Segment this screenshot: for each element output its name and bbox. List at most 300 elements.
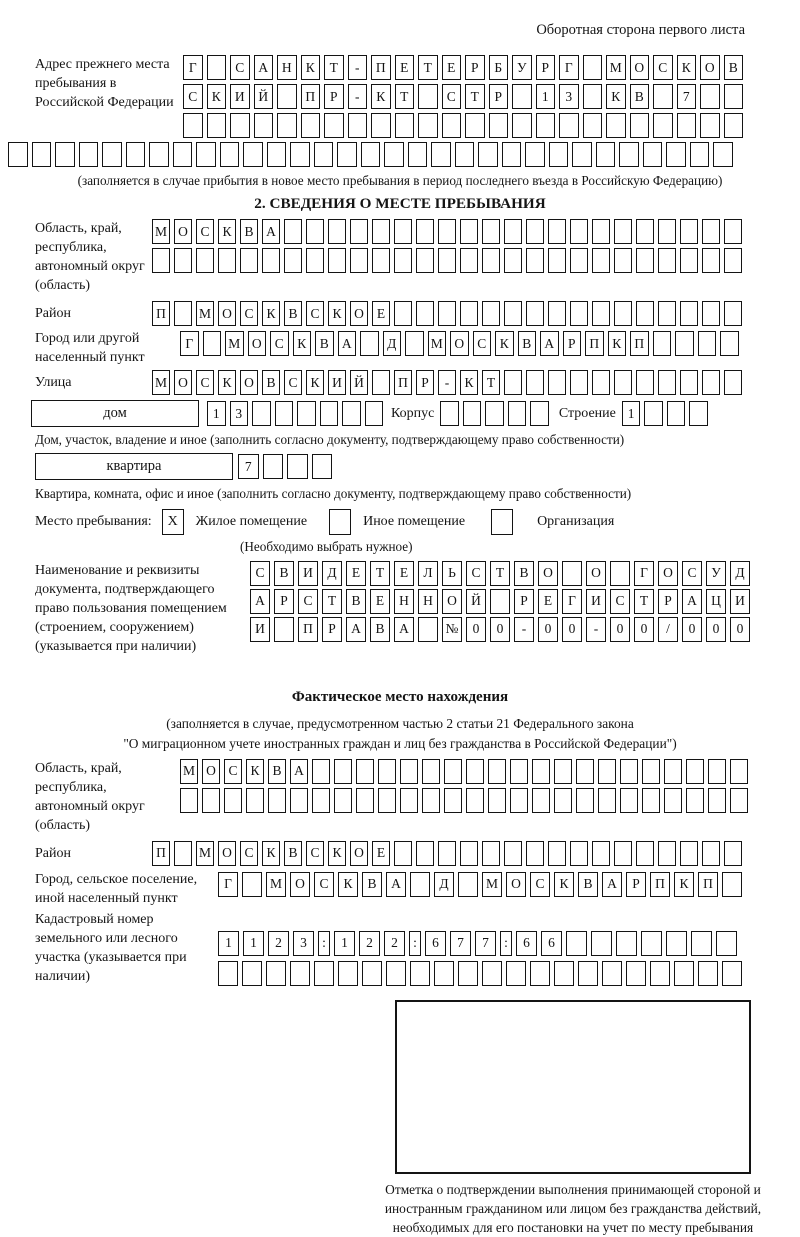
char-cell xyxy=(458,872,478,897)
char-cell xyxy=(378,759,396,784)
char-cell: О xyxy=(174,219,192,244)
char-cell xyxy=(408,142,428,167)
char-cell xyxy=(183,113,203,138)
char-cell xyxy=(306,219,324,244)
char-cell: Й xyxy=(350,370,368,395)
char-cell: В xyxy=(346,589,366,614)
char-cell: У xyxy=(706,561,726,586)
char-cell xyxy=(680,219,698,244)
char-cell xyxy=(680,370,698,395)
char-cell xyxy=(653,84,673,109)
char-cell xyxy=(196,248,214,273)
char-cell xyxy=(667,401,686,426)
char-cell xyxy=(418,113,438,138)
char-cell: Г xyxy=(634,561,654,586)
char-cell: 1 xyxy=(334,931,355,956)
char-cell xyxy=(290,961,310,986)
option-inoe-label: Иное помещение xyxy=(363,513,466,529)
char-cell xyxy=(202,788,220,813)
char-cell: С xyxy=(306,841,324,866)
char-cell xyxy=(455,142,475,167)
char-cell: А xyxy=(682,589,702,614)
char-cell: В xyxy=(362,872,382,897)
char-cell xyxy=(636,219,654,244)
korpus-label: Корпус xyxy=(391,406,435,422)
char-cell xyxy=(526,841,544,866)
char-cell xyxy=(592,301,610,326)
oblast-row-1 xyxy=(152,219,742,244)
char-cell: / xyxy=(658,617,678,642)
char-cell: В xyxy=(315,331,334,356)
doc-row-3 xyxy=(250,617,750,642)
char-cell xyxy=(702,248,720,273)
char-cell xyxy=(578,961,598,986)
char-cell: К xyxy=(554,872,574,897)
char-cell xyxy=(592,370,610,395)
char-cell xyxy=(508,401,527,426)
char-cell xyxy=(126,142,146,167)
char-cell xyxy=(576,759,594,784)
char-cell xyxy=(566,931,587,956)
char-cell: 0 xyxy=(490,617,510,642)
char-cell xyxy=(301,113,321,138)
char-cell xyxy=(614,301,632,326)
fact-gorod-label: Город, сельское поселение, иной населенный пункт xyxy=(35,871,198,906)
char-cell xyxy=(653,113,673,138)
char-cell: 0 xyxy=(682,617,702,642)
char-cell: 7 xyxy=(677,84,697,109)
char-cell xyxy=(532,788,550,813)
char-cell xyxy=(438,301,456,326)
mesto-label: Место пребывания: xyxy=(35,513,152,529)
char-cell: А xyxy=(602,872,622,897)
char-cell xyxy=(512,113,532,138)
char-cell xyxy=(240,248,258,273)
char-cell: С xyxy=(183,84,203,109)
char-cell: Е xyxy=(394,561,414,586)
char-cell: К xyxy=(328,841,346,866)
char-cell: С xyxy=(240,301,258,326)
char-cell: Р xyxy=(324,84,344,109)
char-cell xyxy=(506,961,526,986)
char-cell: 2 xyxy=(359,931,380,956)
prev-address-row-4 xyxy=(8,142,800,167)
char-cell xyxy=(583,113,603,138)
char-cell xyxy=(466,788,484,813)
char-cell: М xyxy=(266,872,286,897)
char-cell: Г xyxy=(559,55,579,80)
char-cell xyxy=(724,301,742,326)
char-cell xyxy=(630,113,650,138)
char-cell xyxy=(636,370,654,395)
char-cell xyxy=(196,142,216,167)
fact-title: Фактическое место нахождения xyxy=(291,688,509,705)
char-cell: С xyxy=(442,84,462,109)
char-cell xyxy=(644,401,663,426)
char-cell: П xyxy=(650,872,670,897)
char-cell xyxy=(306,248,324,273)
char-cell xyxy=(334,759,352,784)
char-cell xyxy=(224,788,242,813)
char-cell xyxy=(243,142,263,167)
char-cell: - xyxy=(514,617,534,642)
char-cell xyxy=(620,759,638,784)
char-cell xyxy=(570,370,588,395)
char-cell xyxy=(438,841,456,866)
char-cell xyxy=(287,454,308,479)
char-cell xyxy=(410,961,430,986)
char-cell: Р xyxy=(465,55,485,80)
char-cell xyxy=(230,113,250,138)
char-cell: П xyxy=(298,617,318,642)
char-cell xyxy=(691,931,712,956)
char-cell: : xyxy=(409,931,421,956)
char-cell: М xyxy=(180,759,198,784)
char-cell: Е xyxy=(442,55,462,80)
char-cell: М xyxy=(428,331,447,356)
char-cell xyxy=(530,961,550,986)
char-cell xyxy=(356,759,374,784)
char-cell xyxy=(416,219,434,244)
dom-cells xyxy=(207,401,383,426)
char-cell xyxy=(592,841,610,866)
char-cell: П xyxy=(630,331,649,356)
fact-gorod-row xyxy=(218,872,742,897)
char-cell: О xyxy=(450,331,469,356)
char-cell: К xyxy=(460,370,478,395)
char-cell: В xyxy=(268,759,286,784)
char-cell xyxy=(55,142,75,167)
char-cell: : xyxy=(318,931,330,956)
char-cell xyxy=(702,219,720,244)
char-cell xyxy=(606,113,626,138)
char-cell xyxy=(372,248,390,273)
char-cell xyxy=(312,454,333,479)
char-cell: О xyxy=(174,370,192,395)
char-cell: Г xyxy=(180,331,199,356)
stamp-area xyxy=(384,1000,800,1237)
char-cell: И xyxy=(586,589,606,614)
char-cell: С xyxy=(240,841,258,866)
char-cell xyxy=(724,841,742,866)
char-cell: С xyxy=(230,55,250,80)
char-cell xyxy=(277,113,297,138)
char-cell xyxy=(722,872,742,897)
char-cell xyxy=(570,219,588,244)
char-cell: С xyxy=(270,331,289,356)
stamp-box xyxy=(395,1000,751,1174)
char-cell xyxy=(610,561,630,586)
char-cell: К xyxy=(262,301,280,326)
char-cell: 0 xyxy=(730,617,750,642)
char-cell: 1 xyxy=(218,931,239,956)
char-cell: Т xyxy=(322,589,342,614)
char-cell: О xyxy=(248,331,267,356)
char-cell xyxy=(463,401,482,426)
char-cell xyxy=(284,248,302,273)
char-cell: К xyxy=(674,872,694,897)
char-cell: Д xyxy=(383,331,402,356)
dom-caption: Дом, участок, владение и иное (заполнить согласно документу, подтверждающему право собственности) xyxy=(35,432,625,448)
char-cell xyxy=(488,788,506,813)
char-cell xyxy=(372,370,390,395)
char-cell: 7 xyxy=(475,931,496,956)
char-cell xyxy=(724,84,744,109)
char-cell: Д xyxy=(434,872,454,897)
char-cell xyxy=(328,219,346,244)
char-cell xyxy=(598,788,616,813)
char-cell: О xyxy=(218,841,236,866)
char-cell xyxy=(724,219,742,244)
char-cell xyxy=(525,142,545,167)
char-cell: В xyxy=(630,84,650,109)
char-cell: М xyxy=(152,370,170,395)
char-cell: О xyxy=(202,759,220,784)
char-cell xyxy=(650,961,670,986)
char-cell xyxy=(485,401,504,426)
char-cell xyxy=(526,219,544,244)
char-cell xyxy=(482,248,500,273)
char-cell xyxy=(262,248,280,273)
char-cell: В xyxy=(284,301,302,326)
char-cell xyxy=(242,961,262,986)
char-cell xyxy=(290,142,310,167)
mesto-prebyvaniya-row xyxy=(35,509,800,535)
char-cell: Й xyxy=(254,84,274,109)
char-cell xyxy=(314,142,334,167)
char-cell xyxy=(658,219,676,244)
char-cell xyxy=(554,788,572,813)
char-cell: Р xyxy=(489,84,509,109)
char-cell xyxy=(418,617,438,642)
char-cell xyxy=(562,561,582,586)
char-cell: 6 xyxy=(541,931,562,956)
char-cell: К xyxy=(246,759,264,784)
char-cell xyxy=(636,841,654,866)
char-cell: О xyxy=(218,301,236,326)
fact-field-oblast xyxy=(35,759,800,839)
prev-address-label: Адрес прежнего места пребывания в Российской Федерации xyxy=(35,57,174,111)
char-cell xyxy=(438,219,456,244)
char-cell: М xyxy=(225,331,244,356)
char-cell xyxy=(442,113,462,138)
char-cell xyxy=(489,113,509,138)
char-cell xyxy=(548,301,566,326)
char-cell xyxy=(102,142,122,167)
char-cell xyxy=(466,759,484,784)
char-cell: О xyxy=(350,301,368,326)
char-cell: 3 xyxy=(230,401,249,426)
char-cell xyxy=(713,142,733,167)
char-cell xyxy=(548,248,566,273)
stroenie-cells xyxy=(622,401,708,426)
char-cell: - xyxy=(348,84,368,109)
char-cell xyxy=(559,113,579,138)
gorod-row xyxy=(180,331,739,356)
char-cell: В xyxy=(284,841,302,866)
char-cell: Н xyxy=(394,589,414,614)
char-cell xyxy=(290,788,308,813)
char-cell: В xyxy=(578,872,598,897)
char-cell xyxy=(297,401,316,426)
char-cell: И xyxy=(298,561,318,586)
char-cell xyxy=(482,961,502,986)
char-cell xyxy=(268,788,286,813)
char-cell xyxy=(680,248,698,273)
char-cell: 1 xyxy=(243,931,264,956)
char-cell xyxy=(689,401,708,426)
char-cell: 7 xyxy=(238,454,259,479)
doc-row-1 xyxy=(250,561,750,586)
char-cell xyxy=(252,401,271,426)
char-cell: Т xyxy=(490,561,510,586)
char-cell: С xyxy=(196,370,214,395)
char-cell xyxy=(220,142,240,167)
prev-address-row-3 xyxy=(183,113,743,138)
char-cell xyxy=(416,248,434,273)
char-cell xyxy=(591,931,612,956)
char-cell xyxy=(320,401,339,426)
char-cell xyxy=(504,841,522,866)
char-cell xyxy=(598,759,616,784)
char-cell xyxy=(664,759,682,784)
char-cell xyxy=(460,248,478,273)
char-cell: И xyxy=(328,370,346,395)
char-cell xyxy=(596,142,616,167)
char-cell: Р xyxy=(563,331,582,356)
char-cell: К xyxy=(608,331,627,356)
char-cell xyxy=(394,248,412,273)
char-cell: А xyxy=(290,759,308,784)
char-cell xyxy=(263,454,284,479)
kvartira-cells xyxy=(238,454,332,479)
char-cell xyxy=(504,301,522,326)
char-cell: - xyxy=(348,55,368,80)
char-cell xyxy=(702,301,720,326)
char-cell xyxy=(274,617,294,642)
char-cell xyxy=(708,788,726,813)
char-cell: К xyxy=(495,331,514,356)
char-cell xyxy=(242,872,262,897)
char-cell: Н xyxy=(418,589,438,614)
char-cell xyxy=(548,841,566,866)
field-oblast xyxy=(35,219,800,299)
char-cell xyxy=(526,370,544,395)
char-cell: А xyxy=(338,331,357,356)
char-cell: К xyxy=(677,55,697,80)
char-cell: 0 xyxy=(466,617,486,642)
char-cell xyxy=(400,788,418,813)
char-cell: А xyxy=(346,617,366,642)
char-cell xyxy=(254,113,274,138)
char-cell xyxy=(636,248,654,273)
char-cell xyxy=(361,142,381,167)
char-cell: - xyxy=(586,617,606,642)
char-cell xyxy=(549,142,569,167)
char-cell xyxy=(334,788,352,813)
char-cell xyxy=(394,219,412,244)
kvartira-caption: Квартира, комната, офис и иное (заполнить согласно документу, подтверждающему право собственности) xyxy=(35,486,632,502)
char-cell: С xyxy=(250,561,270,586)
char-cell xyxy=(592,219,610,244)
char-cell xyxy=(730,788,748,813)
char-cell xyxy=(314,961,334,986)
page-side-note: Оборотная сторона первого листа xyxy=(536,22,745,38)
char-cell xyxy=(174,301,192,326)
char-cell: П xyxy=(394,370,412,395)
char-cell: Ь xyxy=(442,561,462,586)
char-cell: Г xyxy=(562,589,582,614)
char-cell: 0 xyxy=(562,617,582,642)
char-cell: 1 xyxy=(207,401,226,426)
char-cell xyxy=(698,331,717,356)
char-cell: С xyxy=(306,301,324,326)
char-cell: 0 xyxy=(610,617,630,642)
char-cell: С xyxy=(610,589,630,614)
char-cell: 0 xyxy=(706,617,726,642)
char-cell xyxy=(337,142,357,167)
char-cell: К xyxy=(328,301,346,326)
char-cell xyxy=(394,301,412,326)
char-cell xyxy=(570,301,588,326)
char-cell xyxy=(702,370,720,395)
char-cell xyxy=(350,219,368,244)
char-cell xyxy=(620,788,638,813)
char-cell: 6 xyxy=(425,931,446,956)
kadastr-row-1 xyxy=(218,931,742,956)
char-cell xyxy=(410,872,430,897)
char-cell: Л xyxy=(418,561,438,586)
char-cell: И xyxy=(230,84,250,109)
prev-address-row-2 xyxy=(183,84,743,109)
fact-note-line-2: "О миграционном учете иностранных граждан и лиц без гражданства в Российской Федерации") xyxy=(123,736,677,752)
char-cell xyxy=(643,142,663,167)
char-cell xyxy=(365,401,384,426)
char-cell: Т xyxy=(370,561,390,586)
char-cell xyxy=(554,759,572,784)
fact-oblast-label: Область, край, республика, автономный округ (область) xyxy=(35,760,145,833)
char-cell: Д xyxy=(322,561,342,586)
char-cell: К xyxy=(306,370,324,395)
char-cell xyxy=(548,370,566,395)
oblast-row-2 xyxy=(152,248,742,273)
field-ulitsa xyxy=(35,370,800,395)
char-cell xyxy=(218,961,238,986)
char-cell: О xyxy=(350,841,368,866)
char-cell xyxy=(708,759,726,784)
kadastr-row-2 xyxy=(218,961,742,986)
char-cell xyxy=(482,301,500,326)
char-cell: К xyxy=(606,84,626,109)
char-cell: С xyxy=(298,589,318,614)
char-cell: № xyxy=(442,617,462,642)
stroenie-label: Строение xyxy=(558,406,616,422)
kadastr-label: Кадастровый номер земельного или лесного участка (указывается при наличии) xyxy=(35,911,187,984)
char-cell: О xyxy=(290,872,310,897)
char-cell: М xyxy=(196,841,214,866)
option-organizatsiya-label: Организация xyxy=(537,513,615,529)
char-cell xyxy=(218,248,236,273)
char-cell xyxy=(371,113,391,138)
char-cell xyxy=(690,142,710,167)
char-cell xyxy=(207,55,227,80)
char-cell: С xyxy=(653,55,673,80)
char-cell xyxy=(79,142,99,167)
char-cell: П xyxy=(585,331,604,356)
char-cell: К xyxy=(301,55,321,80)
fact-oblast-row-2 xyxy=(180,788,748,813)
char-cell: Т xyxy=(418,55,438,80)
